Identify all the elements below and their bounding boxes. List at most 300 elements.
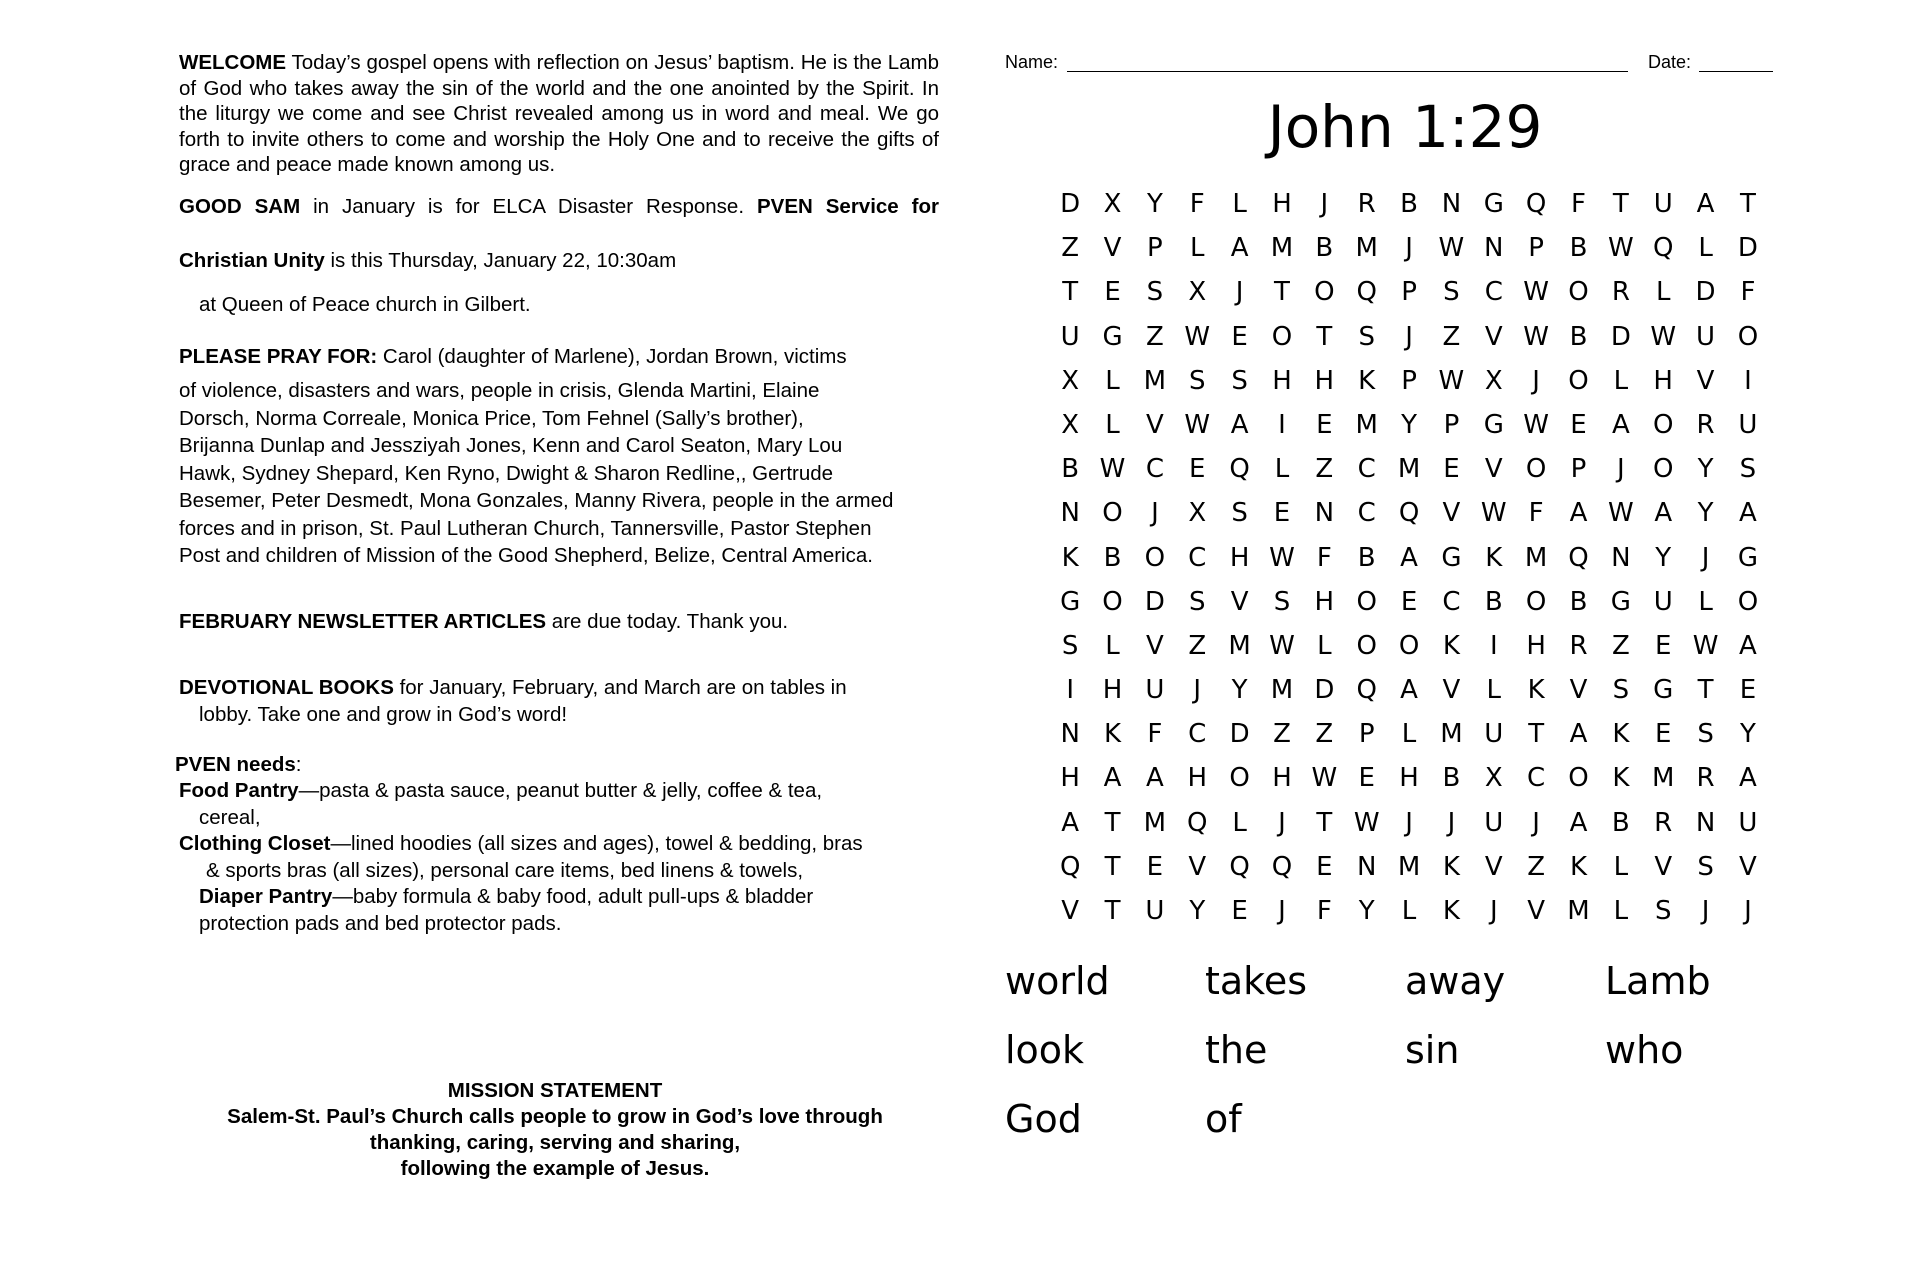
- grid-letter[interactable]: C: [1442, 586, 1461, 617]
- grid-letter[interactable]: F: [1147, 719, 1163, 750]
- grid-letter[interactable]: L: [1274, 454, 1290, 485]
- grid-letter[interactable]: O: [1356, 586, 1377, 617]
- grid-letter[interactable]: L: [1486, 675, 1502, 706]
- grid-letter[interactable]: U: [1738, 807, 1758, 838]
- grid-letter[interactable]: P: [1358, 719, 1375, 750]
- grid-letter[interactable]: H: [1229, 542, 1250, 573]
- grid-letter[interactable]: G: [1737, 542, 1758, 573]
- grid-letter[interactable]: Y: [1231, 675, 1248, 706]
- grid-letter[interactable]: E: [1570, 409, 1587, 440]
- grid-letter[interactable]: U: [1484, 719, 1504, 750]
- grid-letter[interactable]: Y: [1697, 498, 1714, 529]
- grid-letter[interactable]: V: [1569, 675, 1588, 706]
- grid-letter[interactable]: S: [1358, 321, 1375, 352]
- grid-letter[interactable]: Q: [1229, 454, 1250, 485]
- grid-letter[interactable]: Y: [1358, 896, 1375, 926]
- grid-letter[interactable]: E: [1739, 675, 1757, 706]
- grid-letter[interactable]: F: [1528, 498, 1544, 529]
- grid-letter[interactable]: S: [1231, 498, 1248, 529]
- grid-letter[interactable]: Z: [1315, 454, 1334, 485]
- grid-letter[interactable]: O: [1652, 409, 1674, 440]
- grid-letter[interactable]: A: [1230, 233, 1249, 264]
- grid-letter[interactable]: W: [1311, 763, 1338, 794]
- grid-letter[interactable]: B: [1103, 542, 1122, 573]
- grid-letter[interactable]: N: [1356, 851, 1377, 882]
- grid-letter[interactable]: J: [1235, 277, 1244, 308]
- grid-letter[interactable]: M: [1567, 896, 1590, 926]
- grid-letter[interactable]: G: [1610, 586, 1631, 617]
- grid-letter[interactable]: E: [1654, 630, 1672, 661]
- grid-letter[interactable]: J: [1193, 675, 1202, 706]
- grid-letter[interactable]: M: [1397, 454, 1421, 485]
- grid-letter[interactable]: N: [1441, 189, 1462, 219]
- grid-letter[interactable]: D: [1695, 277, 1716, 308]
- grid-letter[interactable]: O: [1568, 365, 1589, 396]
- grid-letter[interactable]: J: [1744, 896, 1752, 926]
- grid-letter[interactable]: J: [1532, 365, 1540, 396]
- grid-letter[interactable]: H: [1272, 365, 1292, 396]
- grid-letter[interactable]: H: [1526, 630, 1546, 661]
- grid-letter[interactable]: V: [1188, 851, 1207, 882]
- grid-letter[interactable]: Q: [1229, 851, 1250, 882]
- grid-letter[interactable]: T: [1104, 807, 1121, 838]
- grid-letter[interactable]: I: [1744, 365, 1752, 396]
- grid-letter[interactable]: L: [1401, 719, 1417, 750]
- grid-letter[interactable]: J: [1278, 807, 1286, 838]
- grid-letter[interactable]: O: [1568, 277, 1589, 308]
- grid-letter[interactable]: A: [1569, 807, 1588, 838]
- grid-letter[interactable]: E: [1231, 321, 1248, 352]
- grid-letter[interactable]: Q: [1356, 675, 1377, 706]
- grid-letter[interactable]: K: [1442, 630, 1460, 661]
- grid-letter[interactable]: E: [1104, 277, 1121, 308]
- grid-letter[interactable]: A: [1061, 807, 1080, 838]
- grid-letter[interactable]: X: [1188, 277, 1207, 308]
- grid-letter[interactable]: X: [1061, 409, 1080, 440]
- grid-letter[interactable]: D: [1314, 675, 1335, 706]
- grid-letter[interactable]: B: [1315, 233, 1334, 264]
- grid-letter[interactable]: B: [1569, 321, 1588, 352]
- grid-letter[interactable]: Q: [1525, 189, 1547, 219]
- grid-letter[interactable]: A: [1739, 763, 1757, 794]
- grid-letter[interactable]: P: [1528, 233, 1544, 264]
- grid-letter[interactable]: L: [1105, 409, 1120, 440]
- grid-letter[interactable]: L: [1613, 896, 1629, 926]
- grid-letter[interactable]: O: [1271, 321, 1293, 352]
- grid-letter[interactable]: D: [1144, 586, 1165, 617]
- grid-letter[interactable]: Z: [1145, 321, 1164, 352]
- grid-letter[interactable]: K: [1442, 896, 1460, 926]
- grid-letter[interactable]: T: [1104, 896, 1121, 926]
- grid-letter[interactable]: N: [1611, 542, 1631, 573]
- grid-letter[interactable]: J: [1320, 189, 1329, 219]
- grid-letter[interactable]: K: [1569, 851, 1588, 882]
- grid-letter[interactable]: J: [1489, 896, 1498, 926]
- grid-letter[interactable]: Y: [1401, 409, 1417, 440]
- grid-letter[interactable]: E: [1146, 851, 1164, 882]
- grid-letter[interactable]: T: [1739, 189, 1756, 219]
- grid-letter[interactable]: Q: [1398, 498, 1420, 529]
- puzzle-title: John 1:29: [1267, 93, 1543, 161]
- grid-letter[interactable]: R: [1696, 763, 1715, 794]
- grid-letter[interactable]: N: [1695, 807, 1716, 838]
- grid-letter[interactable]: A: [1230, 409, 1249, 440]
- grid-letter[interactable]: W: [1099, 454, 1126, 485]
- grid-letter[interactable]: S: [1231, 365, 1248, 396]
- grid-letter[interactable]: R: [1357, 189, 1376, 219]
- grid-letter[interactable]: H: [1653, 365, 1673, 396]
- grid-row: [1049, 672, 1769, 716]
- grid-letter[interactable]: X: [1484, 763, 1503, 794]
- grid-letter[interactable]: E: [1273, 498, 1291, 529]
- grid-letter[interactable]: W: [1523, 409, 1549, 440]
- grid-letter[interactable]: A: [1569, 498, 1588, 529]
- grid-letter[interactable]: F: [1189, 189, 1205, 219]
- grid-letter[interactable]: T: [1316, 321, 1333, 352]
- grid-letter[interactable]: D: [1737, 233, 1758, 264]
- grid-letter[interactable]: B: [1484, 586, 1503, 617]
- grid-letter[interactable]: M: [1524, 542, 1548, 573]
- grid-letter[interactable]: M: [1355, 233, 1378, 264]
- grid-letter[interactable]: W: [1480, 498, 1507, 529]
- grid-letter[interactable]: M: [1440, 719, 1463, 750]
- grid-letter[interactable]: A: [1696, 189, 1715, 219]
- grid-letter[interactable]: W: [1523, 321, 1549, 352]
- grid-letter[interactable]: O: [1737, 586, 1759, 617]
- grid-letter[interactable]: C: [1484, 277, 1503, 308]
- grid-letter[interactable]: Q: [1652, 233, 1674, 264]
- grid-letter[interactable]: S: [1189, 365, 1206, 396]
- grid-letter[interactable]: F: [1316, 896, 1332, 926]
- grid-letter[interactable]: C: [1188, 719, 1207, 750]
- grid-letter[interactable]: T: [1612, 189, 1629, 219]
- grid-letter[interactable]: W: [1523, 277, 1549, 308]
- grid-letter[interactable]: Z: [1611, 630, 1630, 661]
- grid-letter[interactable]: S: [1654, 896, 1672, 926]
- grid-letter[interactable]: W: [1692, 630, 1719, 661]
- grid-letter[interactable]: O: [1314, 277, 1335, 308]
- grid-letter[interactable]: P: [1443, 409, 1460, 440]
- grid-letter[interactable]: J: [1617, 454, 1625, 485]
- grid-letter[interactable]: W: [1607, 498, 1634, 529]
- grid-letter[interactable]: K: [1612, 719, 1630, 750]
- grid-letter[interactable]: C: [1145, 454, 1164, 485]
- grid-letter[interactable]: T: [1316, 807, 1333, 838]
- grid-letter[interactable]: V: [1696, 365, 1715, 396]
- grid-letter[interactable]: B: [1061, 454, 1080, 485]
- grid-letter[interactable]: O: [1568, 763, 1589, 794]
- grid-letter[interactable]: B: [1442, 763, 1461, 794]
- grid-letter[interactable]: O: [1525, 586, 1547, 617]
- grid-letter[interactable]: F: [1316, 542, 1332, 573]
- clothing-closet-line: [179, 831, 939, 857]
- grid-letter[interactable]: Y: [1697, 454, 1714, 485]
- grid-letter[interactable]: W: [1269, 542, 1295, 573]
- grid-letter[interactable]: L: [1698, 586, 1713, 617]
- grid-row: [1049, 893, 1769, 937]
- grid-letter[interactable]: J: [1532, 807, 1540, 838]
- grid-letter[interactable]: V: [1146, 630, 1164, 661]
- grid-letter[interactable]: T: [1062, 277, 1079, 308]
- grid-letter[interactable]: L: [1613, 365, 1629, 396]
- grid-letter[interactable]: R: [1696, 409, 1715, 440]
- grid-letter[interactable]: S: [1146, 277, 1164, 308]
- grid-letter[interactable]: Z: [1442, 321, 1461, 352]
- grid-letter[interactable]: J: [1405, 233, 1413, 264]
- grid-letter[interactable]: H: [1399, 763, 1419, 794]
- word-row: [1005, 1094, 1805, 1163]
- grid-letter[interactable]: O: [1144, 542, 1166, 573]
- grid-letter[interactable]: V: [1442, 498, 1461, 529]
- grid-letter[interactable]: X: [1188, 498, 1207, 529]
- grid-letter[interactable]: J: [1405, 321, 1413, 352]
- grid-letter[interactable]: M: [1270, 233, 1294, 264]
- grid-letter[interactable]: V: [1442, 675, 1461, 706]
- grid-letter[interactable]: H: [1272, 763, 1292, 794]
- grid-letter[interactable]: Z: [1315, 719, 1334, 750]
- grid-letter[interactable]: R: [1569, 630, 1588, 661]
- grid-letter[interactable]: E: [1316, 851, 1333, 882]
- grid-letter[interactable]: V: [1146, 409, 1164, 440]
- grid-letter[interactable]: Z: [1188, 630, 1207, 661]
- grid-letter[interactable]: K: [1104, 719, 1122, 750]
- grid-letter[interactable]: L: [1105, 365, 1120, 396]
- diaper-pantry-label: Diaper Pantry: [199, 885, 333, 908]
- grid-letter[interactable]: W: [1607, 233, 1634, 264]
- grid-letter[interactable]: L: [1105, 630, 1120, 661]
- grid-letter[interactable]: I: [1489, 630, 1498, 661]
- grid-letter[interactable]: W: [1438, 233, 1465, 264]
- grid-letter[interactable]: T: [1697, 675, 1714, 706]
- grid-letter[interactable]: Y: [1655, 542, 1672, 573]
- grid-letter[interactable]: V: [1103, 233, 1122, 264]
- grid-letter[interactable]: K: [1442, 851, 1460, 882]
- grid-letter[interactable]: W: [1438, 365, 1465, 396]
- grid-letter[interactable]: H: [1272, 189, 1292, 219]
- grid-letter[interactable]: M: [1228, 630, 1251, 661]
- grid-letter[interactable]: B: [1569, 586, 1588, 617]
- grid-letter[interactable]: P: [1401, 277, 1417, 308]
- grid-letter[interactable]: A: [1400, 675, 1418, 706]
- grid-letter[interactable]: S: [1189, 586, 1206, 617]
- search-word: look: [1005, 1028, 1085, 1072]
- word-row: [1005, 956, 1805, 1025]
- grid-letter[interactable]: O: [1102, 586, 1123, 617]
- grid-letter[interactable]: U: [1145, 675, 1165, 706]
- grid-letter[interactable]: W: [1269, 630, 1295, 661]
- grid-letter[interactable]: J: [1447, 807, 1456, 838]
- grid-letter[interactable]: M: [1143, 365, 1167, 396]
- grid-letter[interactable]: L: [1190, 233, 1205, 264]
- grid-letter[interactable]: M: [1270, 675, 1294, 706]
- grid-letter[interactable]: X: [1484, 365, 1503, 396]
- grid-letter[interactable]: R: [1654, 807, 1673, 838]
- grid-letter[interactable]: P: [1401, 365, 1417, 396]
- grid-letter[interactable]: U: [1653, 189, 1673, 219]
- grid-letter[interactable]: O: [1737, 321, 1759, 352]
- grid-letter[interactable]: U: [1060, 321, 1080, 352]
- grid-letter[interactable]: K: [1358, 365, 1376, 396]
- grid-letter[interactable]: O: [1525, 454, 1547, 485]
- grid-letter[interactable]: B: [1400, 189, 1418, 219]
- grid-letter[interactable]: P: [1570, 454, 1587, 485]
- grid-letter[interactable]: V: [1484, 454, 1503, 485]
- grid-letter[interactable]: M: [1397, 851, 1421, 882]
- grid-letter[interactable]: A: [1569, 719, 1588, 750]
- grid-letter[interactable]: V: [1230, 586, 1249, 617]
- grid-letter[interactable]: U: [1484, 807, 1504, 838]
- grid-letter[interactable]: U: [1145, 896, 1165, 926]
- grid-letter[interactable]: G: [1102, 321, 1123, 352]
- grid-letter[interactable]: O: [1102, 498, 1123, 529]
- grid-letter[interactable]: O: [1652, 454, 1674, 485]
- grid-letter[interactable]: E: [1443, 454, 1460, 485]
- grid-letter[interactable]: S: [1697, 719, 1714, 750]
- grid-letter[interactable]: F: [1740, 277, 1756, 308]
- grid-letter[interactable]: C: [1527, 763, 1546, 794]
- grid-letter[interactable]: G: [1653, 675, 1674, 706]
- grid-letter[interactable]: F: [1571, 189, 1586, 219]
- grid-letter[interactable]: N: [1060, 719, 1080, 750]
- grid-letter[interactable]: V: [1527, 896, 1546, 926]
- grid-letter[interactable]: D: [1610, 321, 1631, 352]
- grid-letter[interactable]: X: [1103, 189, 1122, 219]
- grid-letter[interactable]: S: [1612, 675, 1630, 706]
- grid-letter[interactable]: W: [1184, 409, 1211, 440]
- grid-letter[interactable]: A: [1400, 542, 1418, 573]
- grid-letter[interactable]: S: [1273, 586, 1291, 617]
- grid-letter[interactable]: W: [1650, 321, 1677, 352]
- grid-letter[interactable]: C: [1357, 454, 1376, 485]
- grid-letter[interactable]: H: [1187, 763, 1208, 794]
- grid-letter[interactable]: L: [1317, 630, 1332, 661]
- grid-letter[interactable]: H: [1102, 675, 1123, 706]
- grid-letter[interactable]: V: [1061, 896, 1080, 926]
- grid-letter[interactable]: T: [1274, 277, 1290, 308]
- grid-letter[interactable]: O: [1398, 630, 1420, 661]
- grid-letter[interactable]: G: [1060, 586, 1081, 617]
- grid-letter[interactable]: K: [1527, 675, 1545, 706]
- grid-letter[interactable]: Z: [1273, 719, 1291, 750]
- grid-letter[interactable]: Q: [1568, 542, 1589, 573]
- grid-letter[interactable]: S: [1443, 277, 1460, 308]
- grid-letter[interactable]: O: [1229, 763, 1250, 794]
- grid-letter[interactable]: L: [1613, 851, 1629, 882]
- grid-letter[interactable]: V: [1654, 851, 1673, 882]
- grid-letter[interactable]: Q: [1187, 807, 1208, 838]
- grid-letter[interactable]: S: [1739, 454, 1757, 485]
- grid-letter[interactable]: K: [1485, 542, 1503, 573]
- grid-letter[interactable]: I: [1066, 675, 1075, 706]
- grid-letter[interactable]: A: [1611, 409, 1630, 440]
- grid-letter[interactable]: H: [1314, 586, 1335, 617]
- grid-letter[interactable]: T: [1104, 851, 1121, 882]
- grid-letter[interactable]: H: [1314, 365, 1335, 396]
- grid-letter[interactable]: C: [1188, 542, 1207, 573]
- grid-letter[interactable]: E: [1189, 454, 1206, 485]
- grid-letter[interactable]: K: [1612, 763, 1630, 794]
- grid-letter[interactable]: C: [1357, 498, 1376, 529]
- grid-letter[interactable]: E: [1316, 409, 1333, 440]
- grid-letter[interactable]: K: [1061, 542, 1079, 573]
- grid-letter[interactable]: V: [1484, 321, 1503, 352]
- search-word: world: [1005, 959, 1110, 1003]
- grid-letter[interactable]: A: [1146, 763, 1164, 794]
- grid-letter[interactable]: Q: [1356, 277, 1377, 308]
- grid-letter[interactable]: M: [1143, 807, 1167, 838]
- prayer-line: Post and children of Mission of the Good Shepherd, Belize, Central America.: [179, 544, 873, 567]
- grid-letter[interactable]: Z: [1527, 851, 1546, 882]
- grid-letter[interactable]: G: [1483, 189, 1504, 219]
- grid-letter[interactable]: A: [1654, 498, 1673, 529]
- grid-letter[interactable]: P: [1147, 233, 1163, 264]
- grid-letter[interactable]: E: [1654, 719, 1672, 750]
- grid-letter[interactable]: O: [1356, 630, 1377, 661]
- grid-letter[interactable]: L: [1655, 277, 1671, 308]
- grid-letter[interactable]: N: [1314, 498, 1335, 529]
- grid-letter[interactable]: M: [1355, 409, 1378, 440]
- grid-letter[interactable]: J: [1278, 896, 1286, 926]
- grid-letter[interactable]: V: [1739, 851, 1757, 882]
- grid-letter[interactable]: N: [1060, 498, 1080, 529]
- grid-letter[interactable]: I: [1278, 409, 1286, 440]
- grid-letter[interactable]: L: [1698, 233, 1713, 264]
- grid-letter[interactable]: J: [1405, 807, 1413, 838]
- christian-unity-heading: Christian Unity: [179, 249, 325, 272]
- grid-letter[interactable]: E: [1400, 586, 1418, 617]
- grid-letter[interactable]: A: [1739, 630, 1757, 661]
- grid-letter[interactable]: U: [1738, 409, 1758, 440]
- grid-letter[interactable]: L: [1401, 896, 1417, 926]
- grid-letter[interactable]: A: [1103, 763, 1122, 794]
- grid-letter[interactable]: T: [1528, 719, 1545, 750]
- grid-letter[interactable]: S: [1061, 630, 1079, 661]
- grid-letter[interactable]: H: [1060, 763, 1080, 794]
- grid-letter[interactable]: B: [1611, 807, 1630, 838]
- grid-letter[interactable]: Y: [1739, 719, 1756, 750]
- grid-letter[interactable]: D: [1060, 189, 1081, 219]
- grid-letter[interactable]: R: [1611, 277, 1630, 308]
- grid-letter[interactable]: Y: [1146, 189, 1163, 219]
- grid-letter[interactable]: E: [1358, 763, 1375, 794]
- grid-letter[interactable]: U: [1696, 321, 1716, 352]
- grid-letter[interactable]: J: [1701, 542, 1710, 573]
- grid-letter[interactable]: S: [1697, 851, 1714, 882]
- grid-letter[interactable]: D: [1229, 719, 1250, 750]
- grid-letter[interactable]: A: [1739, 498, 1757, 529]
- grid-letter[interactable]: N: [1484, 233, 1504, 264]
- grid-letter[interactable]: G: [1483, 409, 1504, 440]
- grid-letter[interactable]: L: [1232, 807, 1247, 838]
- grid-letter[interactable]: E: [1231, 896, 1248, 926]
- grid-letter[interactable]: M: [1651, 763, 1675, 794]
- grid-letter[interactable]: J: [1701, 896, 1710, 926]
- grid-letter[interactable]: B: [1569, 233, 1588, 264]
- grid-letter[interactable]: Y: [1189, 896, 1206, 926]
- grid-letter[interactable]: G: [1441, 542, 1462, 573]
- grid-letter[interactable]: W: [1184, 321, 1211, 352]
- grid-letter[interactable]: J: [1151, 498, 1159, 529]
- grid-letter[interactable]: X: [1061, 365, 1080, 396]
- grid-letter[interactable]: W: [1353, 807, 1380, 838]
- grid-letter[interactable]: U: [1653, 586, 1673, 617]
- grid-letter[interactable]: Q: [1059, 851, 1081, 882]
- grid-letter[interactable]: Q: [1271, 851, 1293, 882]
- grid-letter[interactable]: L: [1232, 189, 1247, 219]
- grid-letter[interactable]: Z: [1061, 233, 1080, 264]
- grid-letter[interactable]: V: [1484, 851, 1503, 882]
- grid-letter[interactable]: B: [1357, 542, 1376, 573]
